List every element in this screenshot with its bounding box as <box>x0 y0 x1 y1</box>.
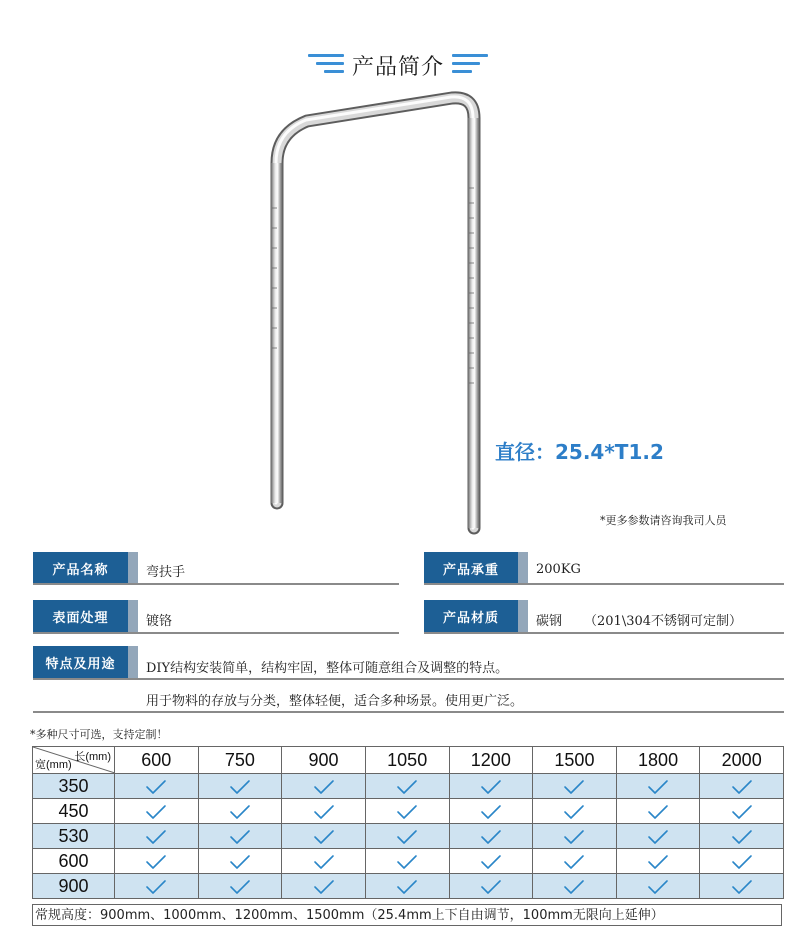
table-corner-cell <box>33 747 115 774</box>
check-icon <box>647 829 669 845</box>
load-label: 产品承重 <box>424 552 518 584</box>
availability-cell <box>198 799 282 824</box>
row-divider <box>33 583 399 585</box>
check-icon <box>647 804 669 820</box>
row-divider <box>424 583 784 585</box>
availability-cell <box>115 799 199 824</box>
check-icon <box>480 829 502 845</box>
availability-cell <box>700 849 784 874</box>
availability-cell <box>115 874 199 899</box>
availability-cell <box>533 774 617 799</box>
availability-cell <box>115 824 199 849</box>
check-icon <box>480 779 502 795</box>
check-icon <box>647 779 669 795</box>
section-title <box>0 48 800 82</box>
material-label: 产品材质 <box>424 600 518 632</box>
availability-cell <box>449 774 533 799</box>
table-row <box>33 874 784 899</box>
standard-height-note: 常规高度：900mm、1000mm、1200mm、1500mm（25.4mm上下自由调节，100mm无限向上延伸） <box>32 904 782 926</box>
check-icon <box>480 804 502 820</box>
check-icon <box>229 779 251 795</box>
availability-cell <box>365 799 449 824</box>
availability-cell <box>700 774 784 799</box>
width-row-header: 450 <box>33 799 115 824</box>
features-line1: DIY结构安装简单，结构牢固，整体可随意组合及调整的特点。 <box>146 661 509 676</box>
length-col-header: 1050 <box>365 747 449 774</box>
row-divider <box>424 632 784 634</box>
check-icon <box>480 854 502 870</box>
width-row-header: 900 <box>33 874 115 899</box>
table-row <box>33 849 784 874</box>
features-line2: 用于物料的存放与分类，整体轻便，适合多种场景。使用更广泛。 <box>146 694 524 709</box>
check-icon <box>229 854 251 870</box>
diameter-spec: 直径：25.4*T1.2 <box>495 440 664 464</box>
availability-cell <box>282 824 366 849</box>
length-col-header: 900 <box>282 747 366 774</box>
availability-cell <box>282 774 366 799</box>
width-row-header: 350 <box>33 774 115 799</box>
width-row-header: 530 <box>33 824 115 849</box>
check-icon <box>563 779 585 795</box>
check-icon <box>145 779 167 795</box>
surface-label: 表面处理 <box>33 600 128 632</box>
availability-cell <box>616 774 700 799</box>
check-icon <box>731 804 753 820</box>
more-params-note: *更多参数请咨询我司人员 <box>600 514 727 527</box>
check-icon <box>396 829 418 845</box>
check-icon <box>145 829 167 845</box>
check-icon <box>731 854 753 870</box>
availability-cell <box>616 824 700 849</box>
availability-cell <box>365 849 449 874</box>
table-row <box>33 774 784 799</box>
availability-cell <box>449 874 533 899</box>
availability-cell <box>449 824 533 849</box>
row-divider <box>33 632 399 634</box>
check-icon <box>396 854 418 870</box>
check-icon <box>145 879 167 895</box>
product-name-value: 弯扶手 <box>146 565 186 580</box>
availability-cell <box>282 874 366 899</box>
availability-cell <box>198 774 282 799</box>
page-title: 产品简介 <box>352 55 445 80</box>
check-icon <box>731 829 753 845</box>
check-icon <box>647 854 669 870</box>
length-header: 长(mm) <box>74 751 111 763</box>
availability-cell <box>365 774 449 799</box>
material-note: （201\304不锈钢可定制） <box>584 614 743 629</box>
availability-cell <box>533 824 617 849</box>
row-divider <box>33 711 784 713</box>
availability-cell <box>449 799 533 824</box>
features-label: 特点及用途 <box>33 646 128 678</box>
check-icon <box>563 854 585 870</box>
length-col-header: 600 <box>115 747 199 774</box>
availability-cell <box>198 874 282 899</box>
check-icon <box>480 879 502 895</box>
check-icon <box>229 879 251 895</box>
availability-cell <box>616 849 700 874</box>
width-header: 宽(mm) <box>35 759 72 771</box>
check-icon <box>396 804 418 820</box>
length-col-header: 1500 <box>533 747 617 774</box>
availability-cell <box>700 874 784 899</box>
availability-cell <box>282 849 366 874</box>
check-icon <box>731 879 753 895</box>
row-divider <box>33 678 784 680</box>
size-table <box>32 746 784 899</box>
availability-cell <box>282 799 366 824</box>
load-value: 200KG <box>536 562 581 577</box>
title-deco-left <box>308 54 344 74</box>
check-icon <box>731 779 753 795</box>
material-value: 碳钢 <box>536 614 563 629</box>
availability-cell <box>365 824 449 849</box>
availability-cell <box>616 799 700 824</box>
check-icon <box>563 829 585 845</box>
availability-cell <box>198 824 282 849</box>
table-row <box>33 824 784 849</box>
availability-cell <box>115 774 199 799</box>
availability-cell <box>533 849 617 874</box>
check-icon <box>313 779 335 795</box>
product-name-label: 产品名称 <box>33 552 128 584</box>
availability-cell <box>198 849 282 874</box>
availability-cell <box>533 874 617 899</box>
title-deco-right <box>452 54 488 74</box>
length-col-header: 750 <box>198 747 282 774</box>
check-icon <box>313 829 335 845</box>
check-icon <box>563 879 585 895</box>
check-icon <box>313 854 335 870</box>
check-icon <box>647 879 669 895</box>
length-col-header: 1200 <box>449 747 533 774</box>
handrail-image <box>262 88 502 548</box>
width-row-header: 600 <box>33 849 115 874</box>
availability-cell <box>700 824 784 849</box>
table-row <box>33 799 784 824</box>
check-icon <box>145 804 167 820</box>
check-icon <box>229 829 251 845</box>
availability-cell <box>616 874 700 899</box>
availability-cell <box>365 874 449 899</box>
check-icon <box>396 779 418 795</box>
sizes-note: *多种尺寸可选，支持定制！ <box>30 728 168 741</box>
check-icon <box>145 854 167 870</box>
check-icon <box>563 804 585 820</box>
check-icon <box>313 879 335 895</box>
check-icon <box>229 804 251 820</box>
check-icon <box>396 879 418 895</box>
length-col-header: 2000 <box>700 747 784 774</box>
availability-cell <box>533 799 617 824</box>
availability-cell <box>115 849 199 874</box>
availability-cell <box>700 799 784 824</box>
surface-value: 镀铬 <box>146 614 173 629</box>
length-col-header: 1800 <box>616 747 700 774</box>
check-icon <box>313 804 335 820</box>
availability-cell <box>449 849 533 874</box>
